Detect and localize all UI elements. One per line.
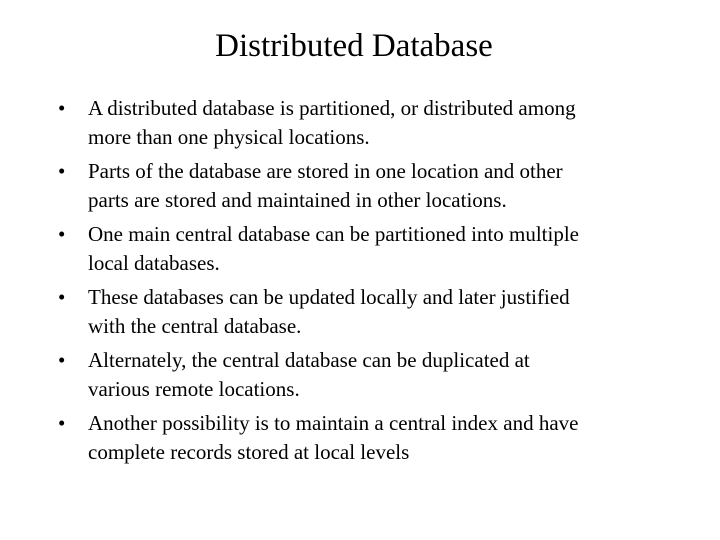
bullet-marker: •: [58, 222, 66, 246]
bullet-text-line: Parts of the database are stored in one location and other: [88, 159, 563, 183]
bullet-item: [58, 283, 668, 341]
bullet-text-line: One main central database can be partitioned into multiple: [88, 222, 579, 246]
bullet-marker: •: [58, 411, 66, 435]
bullet-marker: •: [58, 285, 66, 309]
bullet-text-line: more than one physical locations.: [88, 125, 370, 149]
bullet-text-line: local databases.: [88, 251, 220, 275]
bullet-text-line: These databases can be updated locally and later justified: [88, 285, 570, 309]
bullet-text-line: A distributed database is partitioned, or distributed among: [88, 96, 576, 120]
bullet-item: [58, 94, 668, 152]
bullet-marker: •: [58, 96, 66, 120]
bullet-list: [58, 94, 668, 472]
bullet-text-line: parts are stored and maintained in other locations.: [88, 188, 507, 212]
bullet-item: [58, 346, 668, 404]
bullet-item: [58, 157, 668, 215]
slide-title: Distributed Database: [215, 28, 493, 64]
bullet-text-line: various remote locations.: [88, 377, 300, 401]
bullet-item: [58, 409, 668, 467]
bullet-text-line: Alternately, the central database can be duplicated at: [88, 348, 530, 372]
bullet-marker: •: [58, 348, 66, 372]
bullet-text-line: Another possibility is to maintain a central index and have: [88, 411, 579, 435]
bullet-text-line: with the central database.: [88, 314, 302, 338]
bullet-item: [58, 220, 668, 278]
bullet-text-line: complete records stored at local levels: [88, 440, 410, 464]
bullet-marker: •: [58, 159, 66, 183]
